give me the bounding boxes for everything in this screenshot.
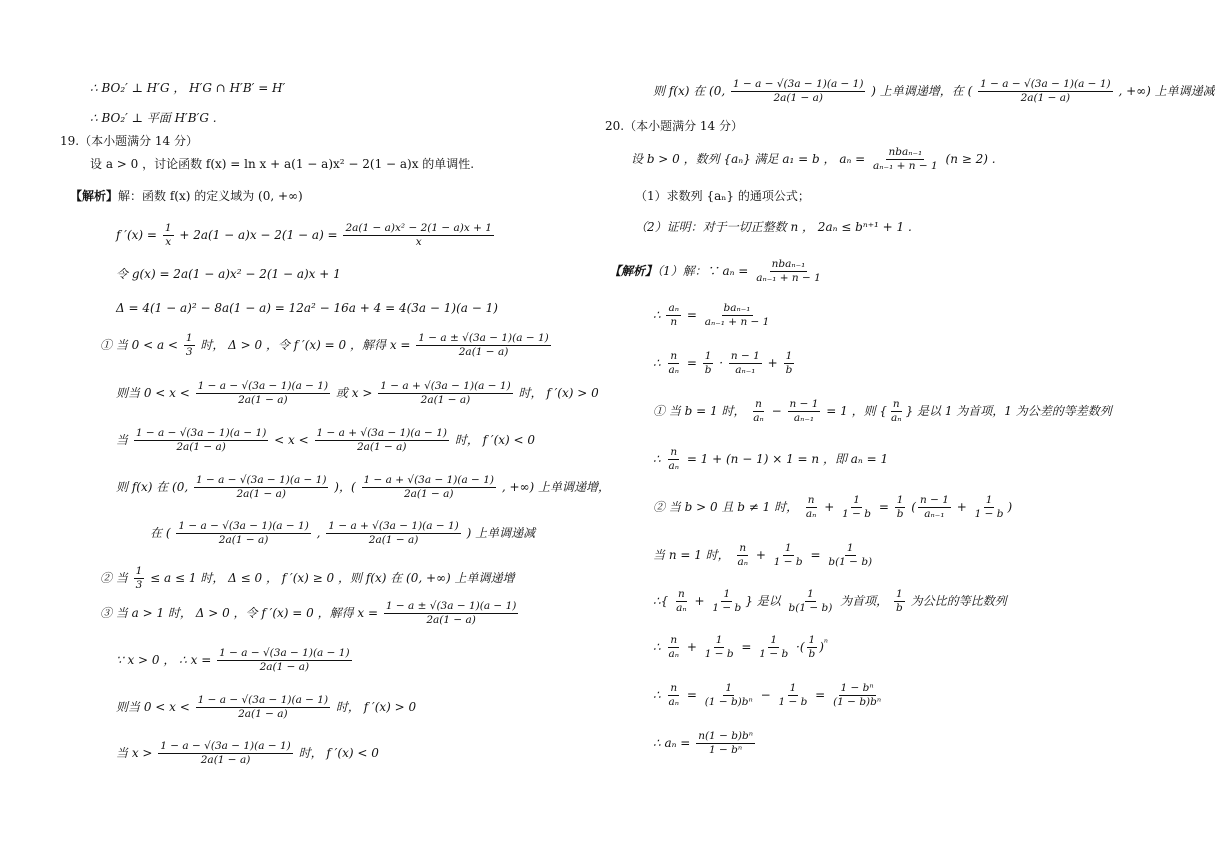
solution-tag-20: 【解析】	[609, 264, 658, 278]
case-b-not-1: ② 当 b > 0 且 b ≠ 1 时， $\frac{n}{\text{aₙ}}$ + $\frac{1}{1 - b}$ = $\frac{1}{b}$ ( $\frac{n - 1}{\text{aₙ₋₁}}$ + $\frac{1}{1 - b}$ )	[653, 494, 1013, 520]
step-n-over-an: ∴ $\frac{n}{\text{aₙ}}$ = $\frac{1}{b}$ · $\frac{n - 1}{\text{aₙ₋₁}}$ + $\frac{1}{b}$	[653, 350, 793, 376]
case-b-equals-1: ① 当 b = 1 时， $\frac{n}{\text{aₙ}}$ − $\frac{n - 1}{\text{aₙ₋₁}}$ = 1 ，则 { $\frac{n}{\text{aₙ}}$ } 是以 1 为首项，1 为公差的等差数列	[653, 398, 1112, 424]
an-closed-form: ∴ aₙ = $\frac{\text{n(1 − b)bⁿ}}{\text{1 − bⁿ}}$	[653, 730, 753, 756]
question-19-header: 19.（本小题满分 14 分）	[60, 134, 198, 148]
root-formula: $\frac{1 - a \pm √(3a - 1)(a - 1)}{2a(1 - a)}$	[418, 332, 549, 358]
case-1-statement: ① 当 0 < a < $\frac{1}{3}$ 时， Δ > 0 ，令 f ′(x) = 0 ，解得 x = $\frac{1 - a \pm √(3a - 1)(a - 1)}{2a(1 - a)}$	[100, 332, 549, 358]
case-2-statement: ② 当 $\frac{1}{3}$ ≤ a ≤ 1 时， Δ ≤ 0 ， f ′(x) ≥ 0 ，则 f(x) 在 (0, +∞) 上单调递增	[100, 565, 515, 591]
n-over-an-closed: ∴ $\frac{n}{\text{aₙ}}$ = $\frac{1}{\text{(1 − b)bⁿ}}$ − $\frac{1}{1 - b}$ = $\frac{\text{1 − bⁿ}}{\text{(1 − b)bⁿ}}$	[653, 682, 882, 708]
case-1-increasing-intervals: 则 f(x) 在 (0, $\frac{1 - a - √(3a - 1)(a - 1)}{2a(1 - a)}$ )，( $\frac{1 - a + √(3a - 1)(a - 1)}{2a(1 - a)}$ , +∞) 上单调递增，	[116, 474, 610, 500]
case-3-positive-root: ∵ x > 0 ， ∴ x = $\frac{1 - a - √(3a - 1)(a - 1)}{2a(1 - a)}$	[116, 647, 350, 673]
derivative-middle: + 2a(1 − a)x − 2(1 − a) =	[179, 228, 338, 242]
discriminant: Δ = 4(1 − a)² − 8a(1 − a) = 12a² − 16a + 4 = 4(3a − 1)(a − 1)	[116, 301, 498, 315]
domain-statement: 解：函数 f(x) 的定义域为 (0, +∞)	[118, 189, 303, 203]
derivative-lhs: f ′(x) =	[116, 228, 157, 242]
case-3-decreasing-condition: 当 x > $\frac{1 - a - √(3a - 1)(a - 1)}{2a(1 - a)}$ 时， f ′(x) < 0	[116, 740, 379, 766]
question-19-stem: 设 a > 0 ，讨论函数 f(x) = ln x + a(1 − a)x² − 2(1 − a)x 的单调性.	[90, 157, 475, 171]
solution-20-start: 【解析】（1）解：∵ aₙ = $\frac{\text{nbaₙ₋₁}}{\text{aₙ₋₁ + n − 1}}$	[609, 258, 821, 284]
case-3-statement: ③ 当 a > 1 时， Δ > 0 ，令 f ′(x) = 0 ，解得 x = $\frac{1 - a \pm √(3a - 1)(a - 1)}{2a(1 - a)}$	[100, 600, 517, 626]
proof-line-perpendicular: ∴ BO₂′ ⊥ H′G ， H′G ∩ H′B′ = H′	[90, 81, 286, 95]
fraction-one-third: $\frac{1}{3}$	[185, 332, 193, 358]
step-an-over-n: ∴ $\frac{\text{aₙ}}{n}$ = $\frac{\text{baₙ₋₁}}{\text{aₙ₋₁ + n − 1}}$	[653, 302, 770, 328]
case-3-conclusion: 则 f(x) 在 (0, $\frac{1 - a - √(3a - 1)(a - 1)}{2a(1 - a)}$ ) 上单调递增，在 ( $\frac{1 - a - √(3a - 1)(a - 1)}{2a(1 - a)}$ , +∞) 上单调递减	[653, 78, 1215, 104]
question-20-header: 20.（本小题满分 14 分）	[605, 119, 743, 133]
solution-tag: 【解析】	[70, 189, 119, 203]
solution-intro	[70, 188, 303, 204]
question-20-part-2: （2）证明：对于一切正整数 n ， 2aₙ ≤ bⁿ⁺¹ + 1 .	[635, 220, 912, 234]
derivative-formula	[116, 222, 496, 249]
case-1-increasing-condition: 则当 0 < x < $\frac{1 - a - √(3a - 1)(a - 1)}{2a(1 - a)}$ 或 x > $\frac{1 - a + √(3a - 1)(a - 1)}{2a(1 - a)}$ 时， f ′(x) > 0	[116, 380, 599, 406]
question-20-part-1: （1）求数列 {aₙ} 的通项公式；	[635, 189, 810, 203]
case-1-decreasing-interval: 在 ( $\frac{1 - a - √(3a - 1)(a - 1)}{2a(1 - a)}$ , $\frac{1 - a + √(3a - 1)(a - 1)}{2a(1 - a)}$ ) 上单调递减	[150, 520, 536, 546]
geometric-sequence-statement: ∴{ $\frac{n}{\text{aₙ}}$ + $\frac{1}{1 - b}$ } 是以 $\frac{1}{b(1 - b)}$ 为首项， $\frac{1}{b}$ 为公比的等比数列	[653, 588, 1007, 614]
case-3-increasing-condition: 则当 0 < x < $\frac{1 - a - √(3a - 1)(a - 1)}{2a(1 - a)}$ 时， f ′(x) > 0	[116, 694, 417, 720]
proof-line-plane: ∴ BO₂′ ⊥ 平面 H′B′G .	[90, 111, 217, 125]
case-1-decreasing-condition: 当 $\frac{1 - a - √(3a - 1)(a - 1)}{2a(1 - a)}$ < x < $\frac{1 - a + √(3a - 1)(a - 1)}{2a(1 - a)}$ 时， f ′(x) < 0	[116, 427, 536, 453]
fraction-1-over-x: $\frac{1}{x}$	[164, 222, 172, 248]
derivative-combined-fraction: $\frac{\text{2a(1 − a)x² − 2(1 − a)x + 1}}{x}$	[345, 222, 492, 248]
right-column	[605, 0, 1215, 849]
geometric-general-term: ∴ $\frac{n}{\text{aₙ}}$ + $\frac{1}{1 - b}$ = $\frac{1}{1 - b}$ ·( $\frac{1}{b}$ )$^{^n}$	[653, 634, 828, 660]
question-20-stem: 设 b > 0 ，数列 {aₙ} 满足 a₁ = b ， aₙ = $\frac{\text{nbaₙ₋₁}}{\text{aₙ₋₁ + n − 1}}$ (n ≥ 2) .	[631, 146, 996, 172]
left-column	[60, 0, 640, 849]
case-b-equals-1-result: ∴ $\frac{n}{\text{aₙ}}$ = 1 + (n − 1) × 1 = n ，即 aₙ = 1	[653, 446, 889, 472]
case-n-equals-1: 当 n = 1 时， $\frac{n}{\text{aₙ}}$ + $\frac{1}{1 - b}$ = $\frac{1}{b(1 - b)}$	[653, 542, 873, 568]
g-definition: 令 g(x) = 2a(1 − a)x² − 2(1 − a)x + 1	[116, 267, 341, 281]
